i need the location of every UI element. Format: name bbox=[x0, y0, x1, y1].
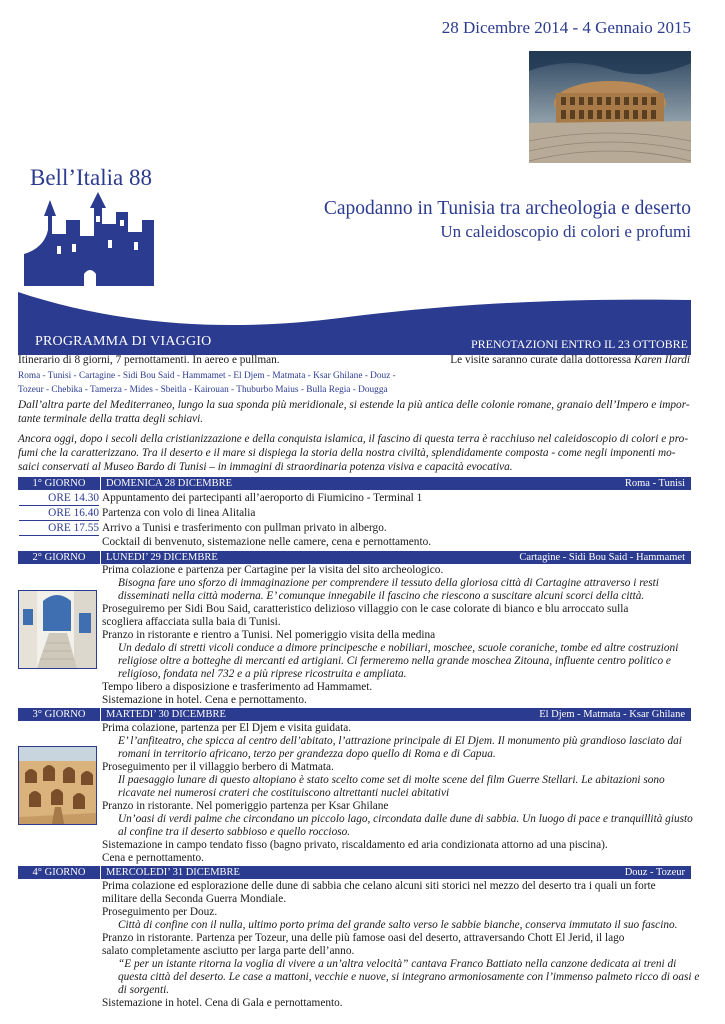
day-header bbox=[18, 477, 691, 490]
schedule-line: Un’oasi di verdi palme che circondano un piccolo lago, circondata dalle dune di sabbia. Un luogo di pace e tranquillità giusto bbox=[118, 813, 693, 825]
intro-line: tante terminale della tratta degli schiavi. bbox=[18, 413, 204, 425]
schedule-line: di sorgenti. bbox=[118, 984, 170, 996]
day-label: 3° GIORNO bbox=[18, 708, 101, 721]
program-heading: PROGRAMMA DI VIAGGIO bbox=[35, 334, 212, 349]
trip-subtitle: Un caleidoscopio di colori e profumi bbox=[440, 222, 691, 241]
schedule-line: Pranzo in ristorante e rientro a Tunisi. Nel pomeriggio visita della medina bbox=[102, 629, 436, 641]
schedule-line: Proseguimento per Douz. bbox=[102, 906, 218, 918]
schedule-line: romani in territorio africano, terzo per grandezza dopo quello di Roma e di Capua. bbox=[118, 748, 496, 760]
schedule-line: Un dedalo di stretti vicoli conduce a dimore principesche e nobiliari, moschee, scuole coraniche, tombe ed altre costruzioni bbox=[118, 642, 679, 654]
schedule-line: al confine tra il deserto sabbioso e quello roccioso. bbox=[118, 826, 351, 838]
matmata-photo bbox=[18, 746, 97, 825]
castle-logo bbox=[24, 190, 164, 286]
schedule-line: salato completamente asciutto per larga parte dell’anno. bbox=[102, 945, 355, 957]
schedule-line: Partenza con volo di linea Alitalia bbox=[102, 507, 256, 519]
schedule-line: Il paesaggio lunare di questo altopiano è stato scelto come set di molte scene del film Guerre Stellari. Le abitazioni sono bbox=[118, 774, 665, 786]
day-label: 2° GIORNO bbox=[18, 551, 101, 564]
schedule-line: Città di confine con il nulla, ultimo porto prima del grande salto verso le sabbie bianche, conserva immutato il suo fascino. bbox=[118, 919, 678, 931]
day-header bbox=[18, 551, 691, 564]
schedule-line: militare della Seconda Guerra Mondiale. bbox=[102, 893, 287, 905]
colosseum-photo bbox=[529, 51, 691, 163]
day-header bbox=[18, 708, 691, 721]
schedule-line: Pranzo in ristorante. Nel pomeriggio partenza per Ksar Ghilane bbox=[102, 800, 389, 812]
schedule-line: Pranzo in ristorante. Partenza per Tozeur, una delle più famose oasi del deserto, attraversando Chott El Jerid, il lago bbox=[102, 932, 625, 944]
intro-line: fumi che la caratterizzano. Tra il deserto e il mare si dispiega la storia della nostra civiltà, splendidamente composta - come negli imponenti mo- bbox=[18, 447, 676, 459]
schedule-line: Prima colazione ed esplorazione delle dune di sabbia che celano alcuni siti storici nel mezzo del deserto tra i quali un forte bbox=[102, 880, 656, 892]
schedule-line: Cena e pernottamento. bbox=[102, 852, 204, 864]
trip-title: Capodanno in Tunisia tra archeologia e deserto bbox=[323, 198, 691, 219]
schedule-line: Bisogna fare uno sforzo di immaginazione per comprendere il tessuto della gloriosa città di Cartagine attraverso i resti bbox=[118, 577, 659, 589]
schedule-line: religioso, fondata nel 732 e a più riprese ricostruita e ampliata. bbox=[118, 668, 407, 680]
tour-dates: 28 Dicembre 2014 - 4 Gennaio 2015 bbox=[441, 18, 691, 37]
schedule-line: scogliera affacciata sulla baia di Tunisi. bbox=[102, 616, 281, 628]
day-label: 1° GIORNO bbox=[18, 477, 101, 490]
schedule-line: Sistemazione in hotel. Cena e pernottamento. bbox=[102, 694, 307, 706]
schedule-line: questa città del deserto. Le case a mattoni, vecchie e nuove, si integrano armoniosamente con l’immenso palmeto ricco di oasi e bbox=[118, 971, 700, 983]
day-route: Douz - Tozeur bbox=[624, 867, 685, 878]
brand-name: Bell’Italia 88 bbox=[30, 165, 152, 190]
schedule-line: ricavate nei numerosi crateri che costituiscono altrettanti nuclei abitativi bbox=[118, 787, 450, 799]
schedule-line: Appuntamento dei partecipanti all’aeroporto di Fiumicino - Terminal 1 bbox=[102, 492, 423, 504]
time-slot: ORE 16.40 bbox=[19, 507, 99, 521]
route-line: Tozeur - Chebika - Tamerza - Mides - Sbeitla - Kairouan - Thuburbo Maius - Bulla Regia - Dougga bbox=[18, 385, 388, 395]
guide-note bbox=[450, 354, 690, 367]
itinerary-summary: Itinerario di 8 giorni, 7 pernottamenti. In aereo e pullman. bbox=[18, 354, 280, 366]
guide-prefix: Le visite saranno curate dalla dottoressa bbox=[450, 354, 635, 366]
schedule-line: Sistemazione in hotel. Cena di Gala e pernottamento. bbox=[102, 997, 343, 1009]
intro-line: Ancora oggi, dopo i secoli della cristianizzazione e della conquista islamica, il fascino di questa terra è racchiuso nel caleidoscopio di colori e pro- bbox=[18, 433, 689, 445]
schedule-line: Proseguimento per il villaggio berbero di Matmata. bbox=[102, 761, 334, 773]
day-route: Cartagine - Sidi Bou Said - Hammamet bbox=[519, 552, 685, 563]
day-route: Roma - Tunisi bbox=[624, 478, 685, 489]
schedule-line: “E per un istante ritorna la voglia di vivere a un’altra velocità” cantava Franco Battiato nella canzone dedicata ai treni di bbox=[118, 958, 677, 970]
time-slot: ORE 17.55 bbox=[19, 522, 99, 536]
day-label: 4° GIORNO bbox=[18, 866, 101, 879]
time-slot: ORE 14.30 bbox=[19, 492, 99, 506]
day-date: MARTEDI’ 30 DICEMBRE bbox=[106, 709, 226, 720]
schedule-line: disseminati nella città moderna. E’ comunque innegabile il fascino che riescono a suscitare alcuni scorci della città. bbox=[118, 590, 645, 602]
schedule-line: Proseguiremo per Sidi Bou Said, caratteristico delizioso villaggio con le case colorate di bianco e blu arroccato sulla bbox=[102, 603, 629, 615]
schedule-line: E’ l’anfiteatro, che spicca al centro dell’abitato, l’attrazione principale di El Djem. Il monumento più grandioso lasciato dai bbox=[118, 735, 682, 747]
schedule-line: Prima colazione, partenza per El Djem e visita guidata. bbox=[102, 722, 352, 734]
guide-name: Karen Ilardi bbox=[634, 354, 690, 366]
schedule-line: religiose oltre a botteghe di mercanti ed artigiani. Ci fermeremo nella grande moschea Zitouna, influente centro politico e bbox=[118, 655, 671, 667]
day-date: LUNEDI’ 29 DICEMBRE bbox=[106, 552, 218, 563]
day-date: MERCOLEDI’ 31 DICEMBRE bbox=[106, 867, 240, 878]
sidi-bou-said-photo bbox=[18, 590, 97, 669]
schedule-line: Tempo libero a disposizione e trasferimento ad Hammamet. bbox=[102, 681, 373, 693]
booking-deadline: PRENOTAZIONI ENTRO IL 23 OTTOBRE bbox=[470, 337, 688, 351]
schedule-line: Sistemazione in campo tendato fisso (bagno privato, riscaldamento ed aria condizionata attorno ad una piscina). bbox=[102, 839, 608, 851]
day-header bbox=[18, 866, 691, 879]
day-route: El Djem - Matmata - Ksar Ghilane bbox=[539, 709, 685, 720]
schedule-line: Cocktail di benvenuto, sistemazione nelle camere, cena e pernottamento. bbox=[102, 536, 432, 548]
schedule-line: Arrivo a Tunisi e trasferimento con pullman privato in albergo. bbox=[102, 522, 387, 534]
route-line: Roma - Tunisi - Cartagine - Sidi Bou Said - Hammamet - El Djem - Matmata - Ksar Ghilane - Douz - bbox=[18, 371, 396, 381]
intro-line: Dall’altra parte del Mediterraneo, lungo la sua sponda più meridionale, si estende la più antica delle colonie romane, granaio dell’Impero e impor- bbox=[18, 399, 690, 411]
day-date: DOMENICA 28 DICEMBRE bbox=[106, 478, 233, 489]
intro-line: saici conservati al Museo Bardo di Tunisi – in immagini di straordinaria potenza visiva e capacità evocativa. bbox=[18, 461, 513, 473]
schedule-line: Prima colazione e partenza per Cartagine per la visita del sito archeologico. bbox=[102, 564, 444, 576]
